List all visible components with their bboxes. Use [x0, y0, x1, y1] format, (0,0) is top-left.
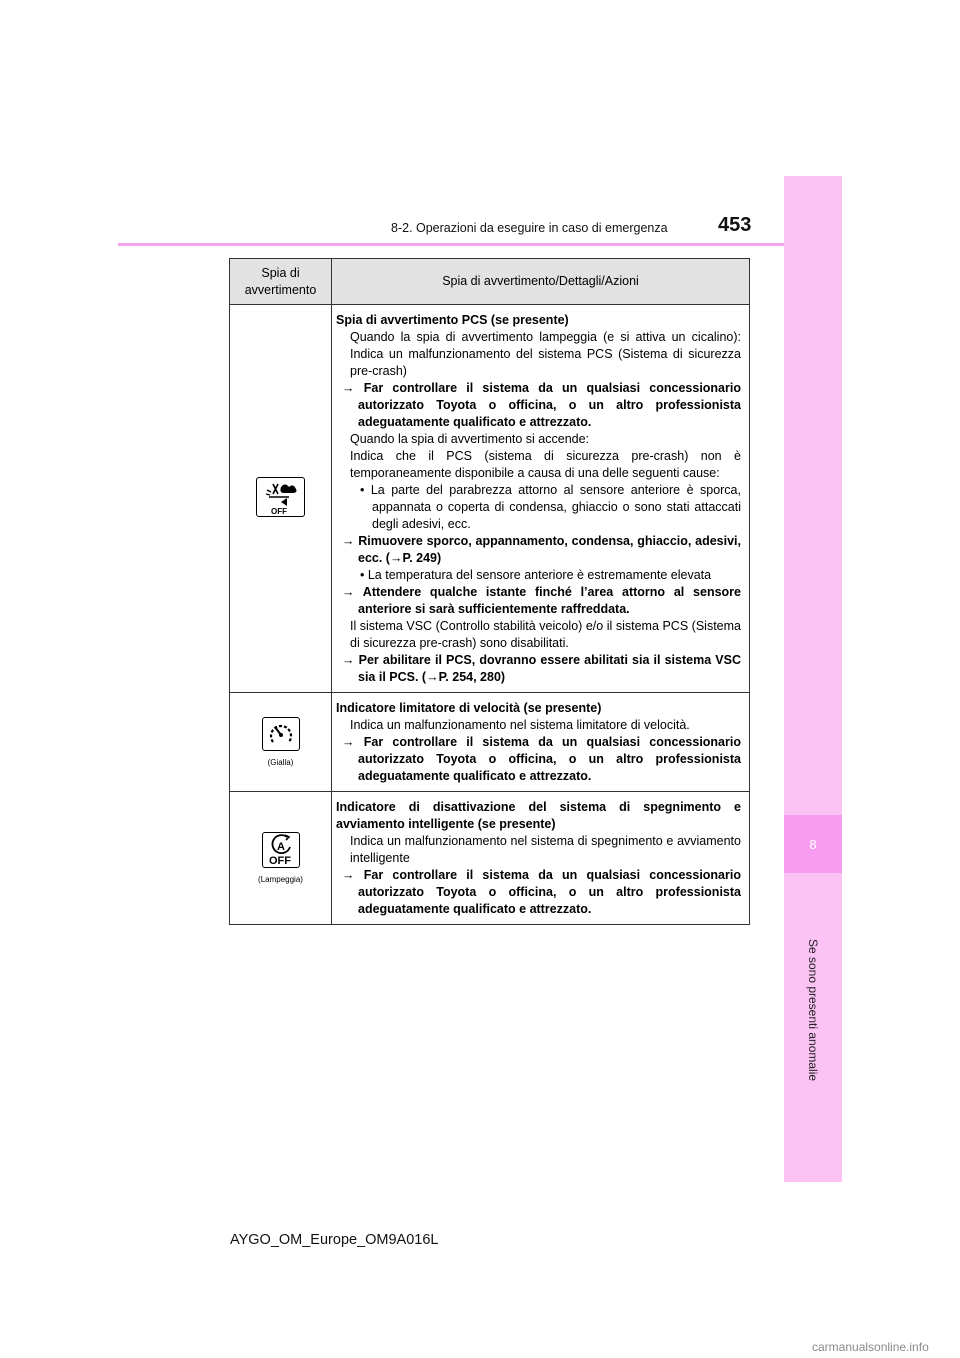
side-tab-label: Se sono presenti anomalie — [806, 938, 820, 1082]
svg-text:OFF: OFF — [271, 506, 287, 516]
icon-caption: (Gialla) — [267, 758, 294, 767]
row-title: Indicatore di disattivazione del sistema di spegnimento e avviamento intelligente (se presente) — [336, 800, 741, 831]
condition-text: Indica che il PCS (sistema di sicurezza pre-crash) non è temporaneamente disponibile a causa di una delle seguenti cause: — [350, 449, 741, 480]
page-number: 453 — [718, 214, 752, 236]
warning-table — [229, 258, 750, 925]
icon-caption: (Lampeggia) — [258, 875, 303, 884]
table-header-row — [230, 259, 750, 305]
bullet-text: • La temperatura del sensore anteriore è estremamente elevata — [360, 568, 712, 582]
condition-text: Indica un malfunzionamento nel sistema limitatore di velocità. — [350, 718, 690, 732]
stop-start-off-icon — [262, 832, 300, 868]
svg-text:OFF: OFF — [268, 855, 291, 867]
row-title: Spia di avvertimento PCS (se presente) — [336, 313, 569, 327]
svg-text:A: A — [276, 841, 285, 853]
table-row — [230, 693, 750, 792]
bullet-text: • La parte del parabrezza attorno al sensore anteriore è sporca, appannata o coperta di condensa, ghiaccio o sono stati attaccati degli adesivi, ecc. — [360, 483, 741, 531]
icon-cell — [230, 792, 332, 925]
action-text: → Rimuovere sporco, appannamento, condensa, ghiaccio, adesivi, ecc. (→P. 249) — [342, 534, 741, 565]
condition-text: Quando la spia di avvertimento si accende: — [350, 432, 590, 446]
row-title: Indicatore limitatore di velocità (se presente) — [336, 701, 602, 715]
footer-manual-code: AYGO_OM_Europe_OM9A016L — [230, 1232, 439, 1248]
icon-cell — [230, 305, 332, 693]
details-cell — [332, 792, 750, 925]
table-row — [230, 305, 750, 693]
icon-cell — [230, 693, 332, 792]
condition-text: Il sistema VSC (Controllo stabilità veicolo) e/o il sistema PCS (Sistema di sicurezza pre-crash) sono disabilitati. — [350, 619, 741, 650]
action-text: → Far controllare il sistema da un qualsiasi concessionario autorizzato Toyota o officina, o un altro professionista adeguatamente qualificato e attrezzato. — [342, 381, 741, 429]
details-cell — [332, 305, 750, 693]
header-rule — [118, 243, 784, 246]
header-cell-details: Spia di avvertimento/Dettagli/Azioni — [332, 259, 750, 305]
details-cell — [332, 693, 750, 792]
condition-text: Quando la spia di avvertimento lampeggia (e si attiva un cicalino): Indica un malfunzionamento del sistema PCS (Sistema di sicurezza pre-crash) — [350, 330, 741, 378]
action-text: → Attendere qualche istante finché l’area attorno al sensore anteriore si sarà sufficientemente raffreddata. — [342, 585, 741, 616]
action-text: → Per abilitare il PCS, dovranno essere abilitati sia il sistema VSC sia il PCS. (→P. 254, 280) — [342, 653, 741, 684]
action-text: → Far controllare il sistema da un qualsiasi concessionario autorizzato Toyota o officina, o un altro professionista adeguatamente qualificato e attrezzato. — [342, 868, 741, 916]
table-row — [230, 792, 750, 925]
chapter-title: 8-2. Operazioni da eseguire in caso di emergenza — [391, 221, 668, 235]
watermark-text: carmanualsonline.info — [812, 1340, 929, 1354]
action-text: → Far controllare il sistema da un qualsiasi concessionario autorizzato Toyota o officina, o un altro professionista adeguatamente qualificato e attrezzato. — [342, 735, 741, 783]
condition-text: Indica un malfunzionamento nel sistema di spegnimento e avviamento intelligente — [350, 834, 741, 865]
header-cell-warning-light: Spia di avvertimento — [230, 259, 332, 305]
speed-limiter-icon — [262, 717, 300, 751]
side-tab-number: 8 — [784, 815, 842, 873]
pcs-off-icon — [256, 477, 305, 517]
